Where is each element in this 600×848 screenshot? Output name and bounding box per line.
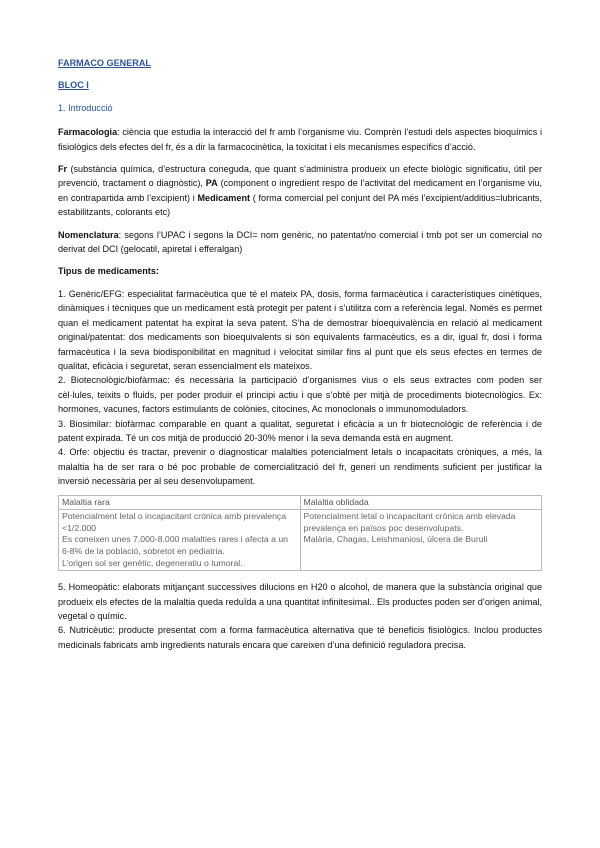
table-cell-rara [59, 510, 301, 571]
fr-text: (substància química, d’estructura coneguda, que quant s’administra produeix un efecte biològic significatiu, útil per prevenció, tractament o diagnòstic), [58, 164, 542, 189]
fr-paragraph [58, 162, 542, 220]
document-title: FARMACO GENERAL [58, 58, 151, 68]
list-item: 1. Genèric/EFG: especialitat farmacèutica que té el mateix PA, dosis, forma farmacèutica i característiques cinètiques, dinàmiques i tècniques que un medicament està protegit per patent i s’utilitza com a referència legal. Només es permet quan el medicament patentat ha expirat la seva patent. S’ha de demostrar bioequivalència en relació al medicament original/patentat: dos medicaments son bioequivalents si són equivalents farmacèutics, es a dir, igual fr, dosi i forma farmacèutica i la seva biodisponibilitat en magnitud i velocitat similar fins al punt que els seus efectes en termes de qualitat, eficàcia i seguretat, seran essencialment els mateixos. [58, 288, 542, 371]
list-item: 4. Orfe: objectiu és tractar, prevenir o diagnosticar malalties potencialment letals o incapacitats cròniques, a més, la malaltia ha de ser rara o bé poc probable de comercialització del fr, generi un rendiments suficient per justificar la inversió necessària per al seu desenvolupament. [58, 447, 542, 487]
bloc-heading: BLOC I [58, 80, 89, 91]
farmacologia-term: Farmacologia [58, 127, 118, 138]
list-item: 3. Biosimilar: biofàrmac comparable en quant a qualitat, seguretat i eficàcia a un fr biotecnològic de referència i de patent expirada. Té un cos mitjà de producció 20-30% menor i la seva demanda està en augment. [58, 418, 542, 443]
table-line: Potencialment letal o incapacitant crònica amb elevada prevalença en països poc desenvolupats. [303, 511, 516, 533]
farmacologia-paragraph [58, 125, 542, 154]
table-line: Malària, Chagas, Leishmaniosi, úlcera de Buruli [303, 534, 488, 545]
section-heading: 1. Introducció [58, 102, 113, 113]
table-header-oblidada: Malaltia oblidada [300, 495, 542, 510]
pa-term: PA [205, 178, 218, 189]
table-line: L’origen sol ser genètic, degeneratiu o tumoral. [62, 557, 243, 568]
list-item: 5. Homeopàtic: elaborats mitjançant successives dilucions en H20 o alcohol, de manera que la substància original que produeix els efectes de la malaltia queda reduïda a una quantitat infinitesimal.. Els productes poden ser d’origen animal, vegetal o químic. [58, 582, 542, 621]
list-item: 6. Nutricèutic: producte presentat com a forma farmacèutica alternativa que té beneficis fisiològics. Inclou productes medicinals fabricats amb ingredients naturals encara que careixen d’una definició reguladora precisa. [58, 625, 542, 650]
list-item: 2. Biotecnològic/biofàrmac: és necessària la participació d’organismes vius o els seus extractes com poden ser cèl·lules, teixits o fluids, per poder produir el principi actiu i que s’obté per mitjà de procediments biotecnològics. Ex: hormones, vacunes, factors estimulants de colònies, citocines, Ac monoclonals o immunomoduladors. [58, 375, 542, 415]
medicament-term: Medicament [197, 192, 251, 203]
table-line: Potencialment letal o incapacitant crònica amb prevalença <1/2.000 [62, 511, 287, 533]
tipus-heading: Tipus de medicaments: [58, 266, 159, 277]
table-line: Es coneixen unes 7.000-8.000 malalties rares i afecta a un 6-8% de la població, sobretot en pediatria. [62, 534, 289, 556]
disease-table [58, 495, 542, 572]
document-page [58, 56, 542, 652]
pa-text: (component o ingredient respo de l’activitat del medicament en l’organisme viu, en contrapartida amb l’excipient) i [58, 178, 542, 203]
medicament-text: ( forma comercial pel conjunt del PA més l’excipient/additius=lubricants, estabilitzants, colorants etc) [58, 192, 542, 218]
nomenclatura-term: Nomenclatura [58, 229, 119, 240]
table-cell-oblidada [300, 510, 542, 571]
nomenclatura-paragraph [58, 228, 542, 257]
nomenclatura-text: : segons l’UPAC i segons la DCI= nom genèric, no patentat/no comercial i tmb pot ser un comercial no derivat del DCI (gelocatil, apiretal i efferalgan) [58, 229, 542, 255]
table-header-rara: Malaltia rara [59, 495, 301, 510]
farmacologia-text: : ciència que estudia la interacció del fr amb l’organisme viu. Comprèn l’estudi dels aspectes bioquímics i fisiològics dels efectes del fr, és a dir la farmacocinètica, la toxicitat i els mecanismes específics d’acció. [58, 127, 542, 152]
fr-term: Fr [58, 164, 68, 175]
